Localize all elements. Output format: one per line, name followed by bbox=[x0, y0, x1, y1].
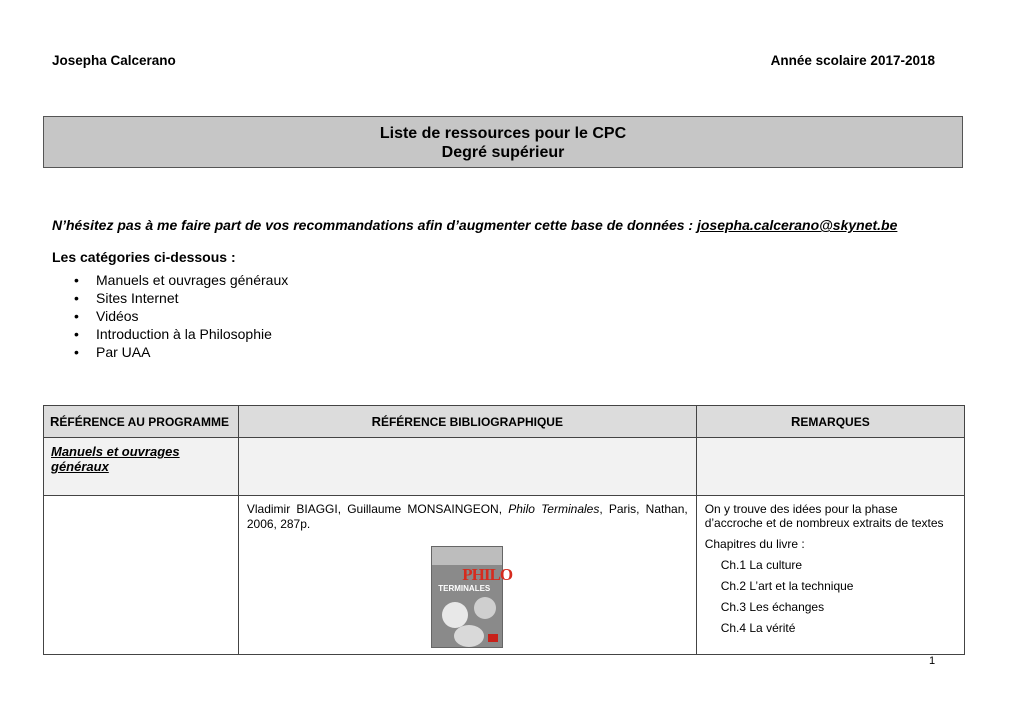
programme-cell bbox=[44, 496, 239, 655]
book-title: Philo Terminales bbox=[508, 502, 600, 516]
list-item: • Par UAA bbox=[96, 343, 288, 361]
chapters-heading: Chapitres du livre : bbox=[704, 537, 805, 551]
book-cover-image bbox=[431, 546, 513, 648]
chapter-item: Ch.4 La vérité bbox=[720, 621, 796, 635]
remark-text: On y trouve des idées pour la phase d’accroche et de nombreux extraits de textes bbox=[704, 502, 944, 530]
book-reference: Vladimir BIAGGI, Guillaume MONSAINGEON, Philo Terminales, Paris, Nathan, 2006, 287p. bbox=[246, 502, 688, 531]
list-item: • Vidéos bbox=[96, 307, 288, 325]
page-number: 1 bbox=[929, 655, 936, 667]
empty-cell bbox=[696, 438, 964, 496]
resources-table bbox=[43, 405, 965, 655]
document-title-box bbox=[43, 116, 963, 168]
table-header-row bbox=[44, 406, 965, 438]
author-name: Josepha Calcerano bbox=[52, 53, 176, 68]
cover-title: PHILO bbox=[462, 565, 513, 584]
categories-list bbox=[52, 271, 288, 361]
table-row bbox=[44, 438, 965, 496]
category-cell bbox=[44, 438, 239, 496]
page-header bbox=[52, 53, 935, 71]
header-bibliography: RÉFÉRENCE BIBLIOGRAPHIQUE bbox=[238, 406, 696, 438]
category-link-manuels[interactable]: Manuels et ouvrages généraux bbox=[51, 444, 180, 474]
categories-heading: Les catégories ci-dessous : bbox=[52, 249, 236, 265]
header-remarks: REMARQUES bbox=[696, 406, 964, 438]
chapter-item: Ch.3 Les échanges bbox=[720, 600, 825, 614]
table-row bbox=[44, 496, 965, 655]
title-line-1: Liste de ressources pour le CPC bbox=[379, 125, 627, 142]
intro-text: N’hésitez pas à me faire part de vos recommandations afin d’augmenter cette base de données : bbox=[52, 217, 697, 233]
chapter-item: Ch.2 L’art et la technique bbox=[720, 579, 854, 593]
chapter-item: Ch.1 La culture bbox=[720, 558, 803, 572]
empty-cell bbox=[238, 438, 696, 496]
bibliography-cell bbox=[238, 496, 696, 655]
intro-paragraph bbox=[52, 217, 897, 233]
email-link[interactable]: josepha.calcerano@skynet.be bbox=[696, 217, 898, 233]
list-item: • Manuels et ouvrages généraux bbox=[96, 271, 288, 289]
header-programme: RÉFÉRENCE AU PROGRAMME bbox=[44, 406, 239, 438]
title-line-2: Degré supérieur bbox=[441, 144, 565, 161]
school-year: Année scolaire 2017-2018 bbox=[770, 53, 935, 68]
list-item: • Sites Internet bbox=[96, 289, 288, 307]
remarks-cell bbox=[696, 496, 964, 655]
list-item: • Introduction à la Philosophie bbox=[96, 325, 288, 343]
cover-subtitle: TERMINALES bbox=[438, 584, 491, 593]
